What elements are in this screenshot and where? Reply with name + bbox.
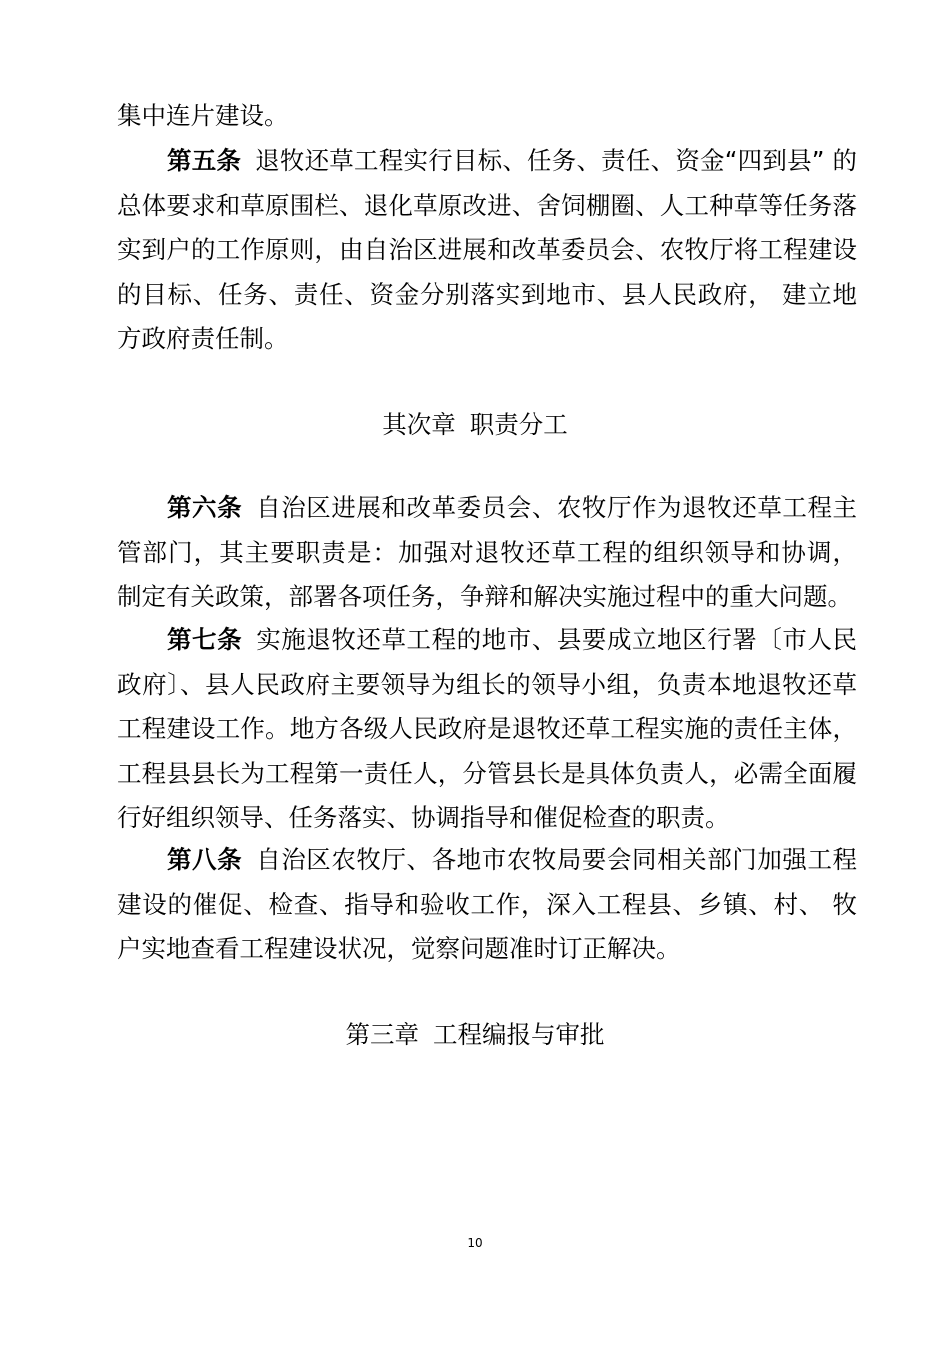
- article-number: 第六条: [167, 493, 243, 522]
- article-number: 第七条: [167, 625, 243, 654]
- chapter-heading: [0, 1013, 950, 1057]
- chapter-number: 其次章: [382, 410, 456, 439]
- article-text: 退牧还草工程实行目标、任务、责任、资金“四到县” 的总体要求和草原围栏、退化草原改进、舍饲棚圈、人工种草等任务落实到户的工作原则，由自治区进展和改革委员会、农牧厅将工程建设的目标、任务、责任、资金分别落实到地市、县人民政府， 建立地方政府责任制。: [117, 146, 858, 353]
- chapter-title: 工程编报与审批: [433, 1020, 605, 1049]
- paragraph-continuation: [117, 94, 857, 139]
- article-7: [117, 618, 857, 841]
- chapter-title: 职责分工: [469, 410, 568, 439]
- article-text: 实施退牧还草工程的地市、县要成立地区行署〔市人民政府〕、县人民政府主要领导为组长的领导小组，负责本地退牧还草工程建设工作。地方各级人民政府是退牧还草工程实施的责任主体，工程县县长为工程第一责任人，分管县长是具体负责人，必需全面履行好组织领导、任务落实、协调指导和催促检查的职责。: [117, 625, 858, 832]
- page-number: 10: [467, 1236, 483, 1250]
- article-text: 自治区进展和改革委员会、农牧厅作为退牧还草工程主管部门，其主要职责是：加强对退牧还草工程的组织领导和协调， 制定有关政策，部署各项任务，争辩和解决实施过程中的重大问题。: [117, 493, 858, 611]
- article-number: 第八条: [167, 845, 243, 874]
- article-number: 第五条: [167, 146, 242, 175]
- article-8: [117, 838, 857, 972]
- article-6: [117, 486, 857, 620]
- article-5: [117, 139, 857, 362]
- chapter-heading: [0, 403, 950, 447]
- chapter-number: 第三章: [345, 1020, 419, 1049]
- article-text: 自治区农牧厅、各地市农牧局要会同相关部门加强工程建设的催促、检查、指导和验收工作，深入工程县、乡镇、村、 牧户实地查看工程建设状况，觉察问题准时订正解决。: [117, 845, 858, 963]
- continuation-text: 集中连片建设。: [117, 101, 289, 130]
